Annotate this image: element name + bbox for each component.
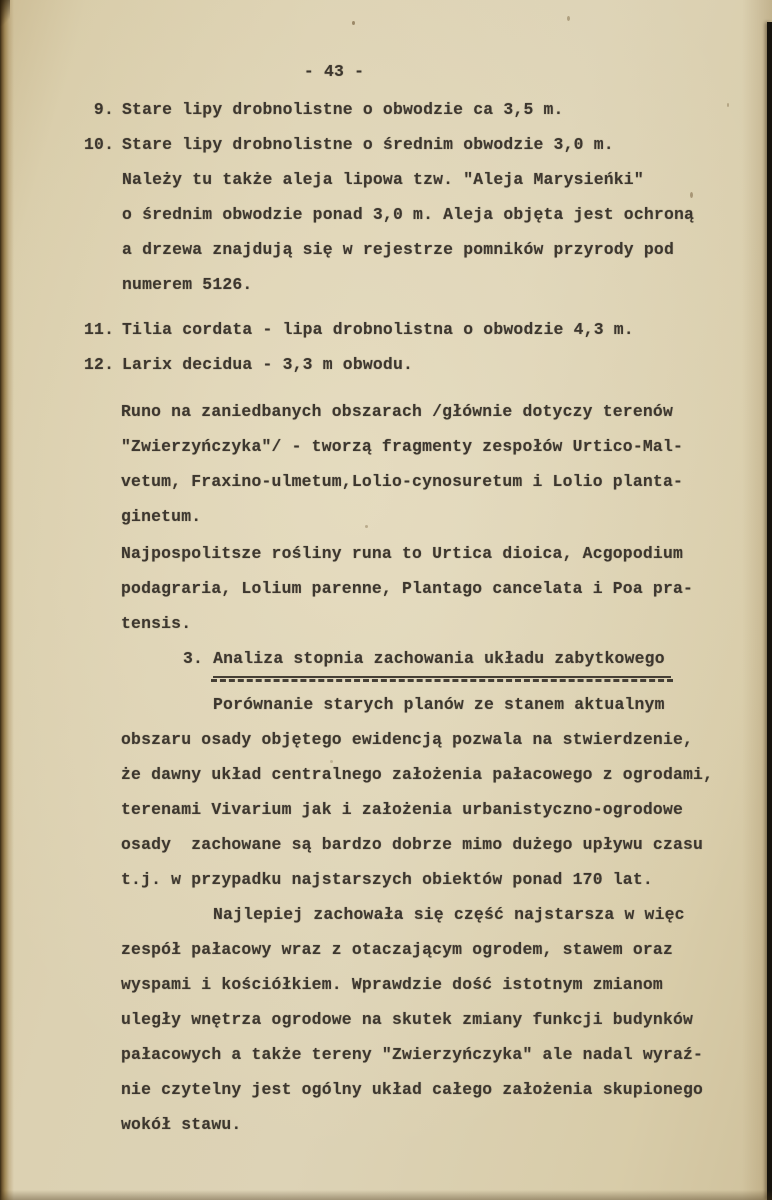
text-line: uległy wnętrza ogrodowe na skutek zmiany funkcji budynków: [121, 1010, 694, 1029]
item-number: 12.: [84, 355, 115, 374]
text-line: t.j. w przypadku najstarszych obiektów ponad 170 lat.: [121, 870, 653, 889]
numbered-list: [0, 92, 772, 382]
paper-speck: [690, 192, 693, 198]
item-text: [122, 92, 564, 127]
text-line: wyspami i kościółkiem. Wprawdzie dość istotnym zmianom: [121, 975, 663, 994]
item-number: 10.: [84, 135, 115, 154]
item-text: [122, 312, 634, 347]
item-number: 11.: [84, 320, 115, 339]
item-number: 9.: [93, 100, 114, 119]
text-line: terenami Vivarium jak i założenia urbanistyczno-ogrodowe: [121, 800, 684, 819]
section-heading: [0, 641, 772, 679]
scan-edge-bottom: [0, 1190, 772, 1200]
text-line: obszaru osady objętego ewidencją pozwala na stwierdzenie,: [121, 730, 694, 749]
text-line: Runo na zaniedbanych obszarach /głównie dotyczy terenów: [121, 402, 673, 421]
scan-edge-right: [767, 22, 772, 1200]
text-line: że dawny układ centralnego założenia pałacowego z ogrodami,: [121, 765, 714, 784]
text-line: o średnim obwodzie ponad 3,0 m. Aleja objęta jest ochroną: [122, 205, 695, 224]
list-item: [0, 92, 772, 127]
paper-speck: [352, 21, 355, 25]
text-line: "Zwierzyńczyka"/ - tworzą fragmenty zespołów Urtico-Mal-: [121, 437, 684, 456]
paper-speck: [365, 525, 368, 528]
text-line: zespół pałacowy wraz z otaczającym ogrodem, stawem oraz: [121, 940, 673, 959]
text-line: tensis.: [121, 614, 192, 633]
paper-speck: [727, 103, 729, 107]
item-text: [122, 127, 694, 302]
paragraph-porownanie: [0, 687, 772, 897]
paragraph-najlepiej: [0, 897, 772, 1142]
paragraph-najpospolitsze: [0, 536, 772, 641]
text-line: wokół stawu.: [121, 1115, 242, 1134]
text-line: Najlepiej zachowała się część najstarsza w więc: [213, 905, 685, 924]
text-line: Stare lipy drobnolistne o średnim obwodzie 3,0 m.: [122, 135, 614, 154]
text-line: Porównanie starych planów ze stanem aktualnym: [213, 695, 665, 714]
text-line: Należy tu także aleja lipowa tzw. "Aleja Marysieńki": [122, 170, 644, 189]
text-line: Larix decidua - 3,3 m obwodu.: [122, 355, 414, 374]
scan-edge-left: [0, 0, 14, 1200]
list-item: [0, 127, 772, 302]
text-line: Tilia cordata - lipa drobnolistna o obwodzie 4,3 m.: [122, 320, 634, 339]
page-number: - 43 -: [303, 62, 365, 81]
paragraph-runo: [0, 394, 772, 534]
list-item: [0, 312, 772, 347]
section-title: Analiza stopnia zachowania układu zabytkowego: [213, 641, 671, 678]
text-line: Najpospolitsze rośliny runa to Urtica dioica, Acgopodium: [121, 544, 684, 563]
paper-speck: [330, 760, 333, 763]
text-line: podagraria, Lolium parenne, Plantago cancelata i Poa pra-: [121, 579, 694, 598]
text-line: nie czytelny jest ogólny układ całego założenia skupionego: [121, 1080, 704, 1099]
section-number: 3.: [183, 649, 214, 668]
list-item: [0, 347, 772, 382]
text-line: pałacowych a także tereny "Zwierzyńczyka" ale nadal wyraź-: [121, 1045, 704, 1064]
text-line: numerem 5126.: [122, 275, 253, 294]
text-line: vetum, Fraxino-ulmetum,Lolio-cynosuretum i Lolio planta-: [121, 472, 684, 491]
item-text: [122, 347, 413, 382]
text-line: osady zachowane są bardzo dobrze mimo dużego upływu czasu: [121, 835, 704, 854]
text-line: Stare lipy drobnolistne o obwodzie ca 3,5 m.: [122, 100, 564, 119]
paper-speck: [567, 16, 570, 21]
scan-corner-top-left: [0, 0, 10, 26]
text-line: a drzewa znajdują się w rejestrze pomników przyrody pod: [122, 240, 674, 259]
text-line: ginetum.: [121, 507, 202, 526]
